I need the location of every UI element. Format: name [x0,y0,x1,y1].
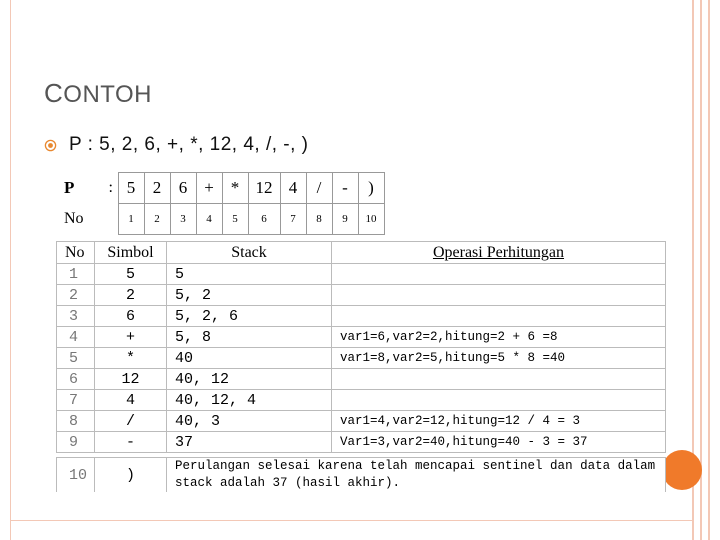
p-label: P [64,178,75,197]
bullet-text: P : 5, 2, 6, +, *, 12, 4, /, -, ) [69,134,309,155]
row-no: 9 [57,432,95,453]
postfix-symbol: * [222,173,248,204]
bullet-item [44,134,309,156]
row-no: 10 [57,458,95,493]
bullet-icon [44,139,57,152]
row-operasi: var1=4,var2=12,hitung=12 / 4 = 3 [332,411,666,432]
postfix-number: 6 [248,204,280,235]
row-stack: 5, 2 [167,285,332,306]
row-operasi: var1=8,var2=5,hitung=5 * 8 =40 [332,348,666,369]
table-row [57,264,666,285]
row-simbol: / [95,411,167,432]
postfix-symbol: 12 [248,173,280,204]
postfix-symbol: 2 [144,173,170,204]
postfix-number: 4 [196,204,222,235]
stack-table [56,241,666,492]
row-operasi [332,264,666,285]
frame-line-right [700,0,702,540]
postfix-symbol: ) [358,173,384,204]
frame-line-right [708,0,710,540]
row-stack: 40, 12, 4 [167,390,332,411]
postfix-number: 2 [144,204,170,235]
table-row [57,411,666,432]
row-no: 5 [57,348,95,369]
row-operasi [332,390,666,411]
stack-table-container [56,241,666,492]
table-row [57,306,666,327]
table-row [57,369,666,390]
no-label: No [64,210,84,227]
postfix-number: 1 [118,204,144,235]
postfix-number: 8 [306,204,332,235]
row-no: 8 [57,411,95,432]
postfix-symbol: - [332,173,358,204]
row-no: 7 [57,390,95,411]
postfix-number: 3 [170,204,196,235]
row-operasi [332,306,666,327]
row-operasi: var1=6,var2=2,hitung=2 + 6 =8 [332,327,666,348]
row-no: 3 [57,306,95,327]
postfix-number-row [56,204,384,235]
postfix-symbol-row [56,173,384,204]
row-simbol: 4 [95,390,167,411]
row-no: 1 [57,264,95,285]
row-simbol: 5 [95,264,167,285]
postfix-symbol: 6 [170,173,196,204]
stack-table-header [57,242,666,264]
frame-line-left [10,0,11,540]
row-simbol: 6 [95,306,167,327]
row-operasi: Var1=3,var2=40,hitung=40 - 3 = 37 [332,432,666,453]
row-stack: 40, 3 [167,411,332,432]
row-simbol: ) [95,458,167,493]
row-stack: 37 [167,432,332,453]
header-no: No [57,242,95,264]
slide-title: CONTOH [44,78,153,108]
header-operasi: Operasi Perhitungan [332,242,666,264]
final-row [57,458,666,493]
postfix-number: 5 [222,204,248,235]
row-simbol: 12 [95,369,167,390]
row-operasi [332,285,666,306]
row-simbol: 2 [95,285,167,306]
postfix-table [56,172,385,235]
postfix-symbol: / [306,173,332,204]
frame-line-bottom [10,520,694,521]
row-stack: 5, 2, 6 [167,306,332,327]
final-description: Perulangan selesai karena telah mencapai sentinel dan data dalam stack adalah 37 (hasil akhir). [167,458,666,493]
postfix-symbol: 5 [118,173,144,204]
postfix-number: 10 [358,204,384,235]
table-row [57,285,666,306]
row-simbol: * [95,348,167,369]
row-stack: 5, 8 [167,327,332,348]
row-simbol: - [95,432,167,453]
row-stack: 40 [167,348,332,369]
table-row [57,348,666,369]
postfix-number: 7 [280,204,306,235]
colon: : [108,179,113,196]
header-stack: Stack [167,242,332,264]
header-simbol: Simbol [95,242,167,264]
table-row [57,327,666,348]
row-operasi [332,369,666,390]
row-simbol: + [95,327,167,348]
row-no: 2 [57,285,95,306]
row-stack: 40, 12 [167,369,332,390]
postfix-number: 9 [332,204,358,235]
row-stack: 5 [167,264,332,285]
row-no: 4 [57,327,95,348]
row-no: 6 [57,369,95,390]
table-row [57,390,666,411]
postfix-symbol: + [196,173,222,204]
accent-circle [662,450,702,490]
colon-spacer [104,204,118,235]
postfix-symbol: 4 [280,173,306,204]
table-row [57,432,666,453]
